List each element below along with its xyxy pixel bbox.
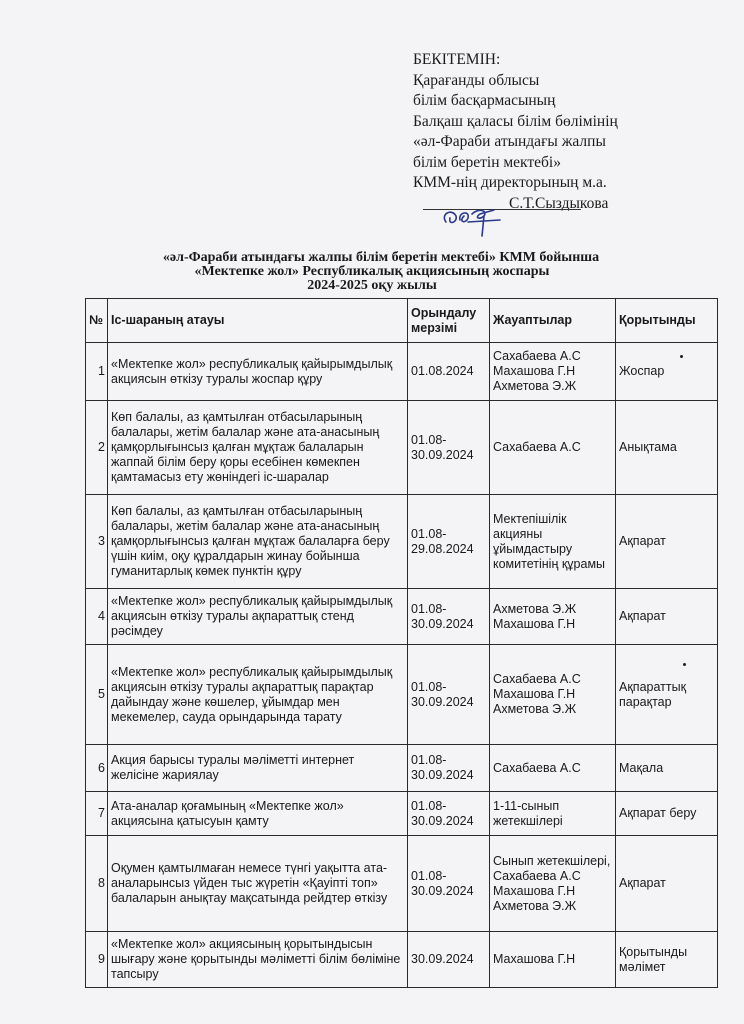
row-name: «Мектепке жол» республикалық қайырымдылық акциясын өткізу туралы жоспар құру — [108, 343, 408, 401]
row-deadline: 01.08- 30.09.2024 — [408, 401, 490, 495]
row-responsible: Махашова Г.Н — [490, 932, 616, 988]
row-num: 6 — [86, 745, 108, 792]
table-row — [86, 589, 718, 645]
row-num: 3 — [86, 495, 108, 589]
row-responsible: Сахабаева А.С — [490, 745, 616, 792]
row-name: «Мектепке жол» республикалық қайырымдылық акциясын өткізу туралы ақпараттық стенд рәсімдеу — [108, 589, 408, 645]
row-result: Ақпарат беру — [616, 792, 718, 836]
row-name: Ата-аналар қоғамының «Мектепке жол» акциясына қатысуын қамту — [108, 792, 408, 836]
header-name: Іс-шараның атауы — [108, 299, 408, 343]
row-num: 1 — [86, 343, 108, 401]
approval-line: «әл-Фараби атындағы жалпы — [413, 133, 606, 150]
row-result: Мақала — [616, 745, 718, 792]
row-responsible: Сынып жетекшілері, Сахабаева А.С Махашова Г.Н Ахметова Э.Ж — [490, 836, 616, 932]
table-row — [86, 932, 718, 988]
table-row — [86, 836, 718, 932]
row-name: «Мектепке жол» акциясының қорытындысын шығару және қорытынды мәліметті білім бөліміне тапсыру — [108, 932, 408, 988]
row-num: 8 — [86, 836, 108, 932]
table-row — [86, 495, 718, 589]
row-name: «Мектепке жол» республикалық қайырымдылық акциясын өткізу туралы ақпараттық парақтар дайындау және көшелер, ұйымдар мен мекемелер, сауда орындарында тарату — [108, 645, 408, 745]
row-responsible: Ахметова Э.Ж Махашова Г.Н — [490, 589, 616, 645]
row-num: 4 — [86, 589, 108, 645]
row-deadline: 01.08.2024 — [408, 343, 490, 401]
row-responsible: Мектепішілік акцияны ұйымдастыру комитетінің құрамы — [490, 495, 616, 589]
signature-icon — [438, 200, 508, 240]
row-result: Ақпараттық парақтар — [616, 645, 718, 745]
approval-line: білім беретін мектебі» — [413, 153, 561, 171]
approval-heading: БЕКІТЕМІН: — [413, 51, 501, 68]
row-responsible: Сахабаева А.С — [490, 401, 616, 495]
title-line-3: 2024-2025 оқу жылы — [307, 278, 437, 293]
row-name: Көп балалы, аз қамтылған отбасыларының балалары, жетім балалар және ата-анасының қамқорлығынсыз қалған мұқтаж балаларын жаппай білім беру қоры есебінен көмекпен қамтамасыз ету жөніндегі іс-шаралар — [108, 401, 408, 495]
row-responsible: Сахабаева А.С Махашова Г.Н Ахметова Э.Ж — [490, 645, 616, 745]
title-line-1: «әл-Фараби атындағы жалпы білім беретін мектебі» КММ бойынша — [162, 250, 600, 265]
table-row — [86, 645, 718, 745]
row-result: Қорытынды мәлімет — [616, 932, 718, 988]
row-deadline: 01.08- 29.08.2024 — [408, 495, 490, 589]
table-header-row — [86, 299, 718, 343]
row-responsible: Сахабаева А.С Махашова Г.Н Ахметова Э.Ж — [490, 343, 616, 401]
header-deadline: Орындалу мерзімі — [408, 299, 490, 343]
approval-line: білім басқармасының — [413, 92, 556, 109]
header-responsible: Жауаптылар — [490, 299, 616, 343]
row-name: Оқумен қамтылмаған немесе түнгі уақытта ата-аналарынсыз үйден тыс жүретін «Қауіпті топ» балаларын анықтау мақсатында рейдтер өткізу — [108, 836, 408, 932]
row-result: Ақпарат — [616, 836, 718, 932]
row-deadline: 01.08- 30.09.2024 — [408, 745, 490, 792]
row-num: 2 — [86, 401, 108, 495]
table-row — [86, 792, 718, 836]
row-deadline: 01.08- 30.09.2024 — [408, 836, 490, 932]
row-result: Жоспар — [616, 343, 718, 401]
row-responsible: 1-11-сынып жетекшілері — [490, 792, 616, 836]
approval-line: КММ-нің директорының м.а. — [413, 174, 607, 191]
approval-block — [413, 50, 713, 214]
header-num: № — [86, 299, 108, 343]
action-plan-table — [85, 298, 718, 988]
approval-line: Қарағанды облысы — [413, 71, 540, 89]
row-result: Ақпарат — [616, 589, 718, 645]
header-result: Қорытынды — [616, 299, 718, 343]
title-line-2: «Мектепке жол» Республикалық акциясының жоспары — [194, 264, 550, 279]
table-row — [86, 745, 718, 792]
row-deadline: 30.09.2024 — [408, 932, 490, 988]
row-num: 7 — [86, 792, 108, 836]
approval-line: Балқаш қаласы білім бөлімінің — [413, 112, 618, 130]
row-result: Ақпарат — [616, 495, 718, 589]
row-num: 9 — [86, 932, 108, 988]
table-row — [86, 343, 718, 401]
row-name: Акция барысы туралы мәліметті интернет желісіне жариялау — [108, 745, 408, 792]
signer-name: С.Т.Сыздыкова — [413, 194, 713, 215]
row-result: Анықтама — [616, 401, 718, 495]
document-title — [0, 251, 744, 293]
row-deadline: 01.08- 30.09.2024 — [408, 589, 490, 645]
table-row — [86, 401, 718, 495]
row-name: Көп балалы, аз қамтылған отбасыларының балалары, жетім балалар және ата-анасының қамқорлығынсыз қалған мұқтаж балаларға беру үшін киім, оқу құралдарын жинау бойынша гуманитарлық көмек пунктін құру — [108, 495, 408, 589]
row-deadline: 01.08- 30.09.2024 — [408, 645, 490, 745]
row-num: 5 — [86, 645, 108, 745]
row-deadline: 01.08- 30.09.2024 — [408, 792, 490, 836]
